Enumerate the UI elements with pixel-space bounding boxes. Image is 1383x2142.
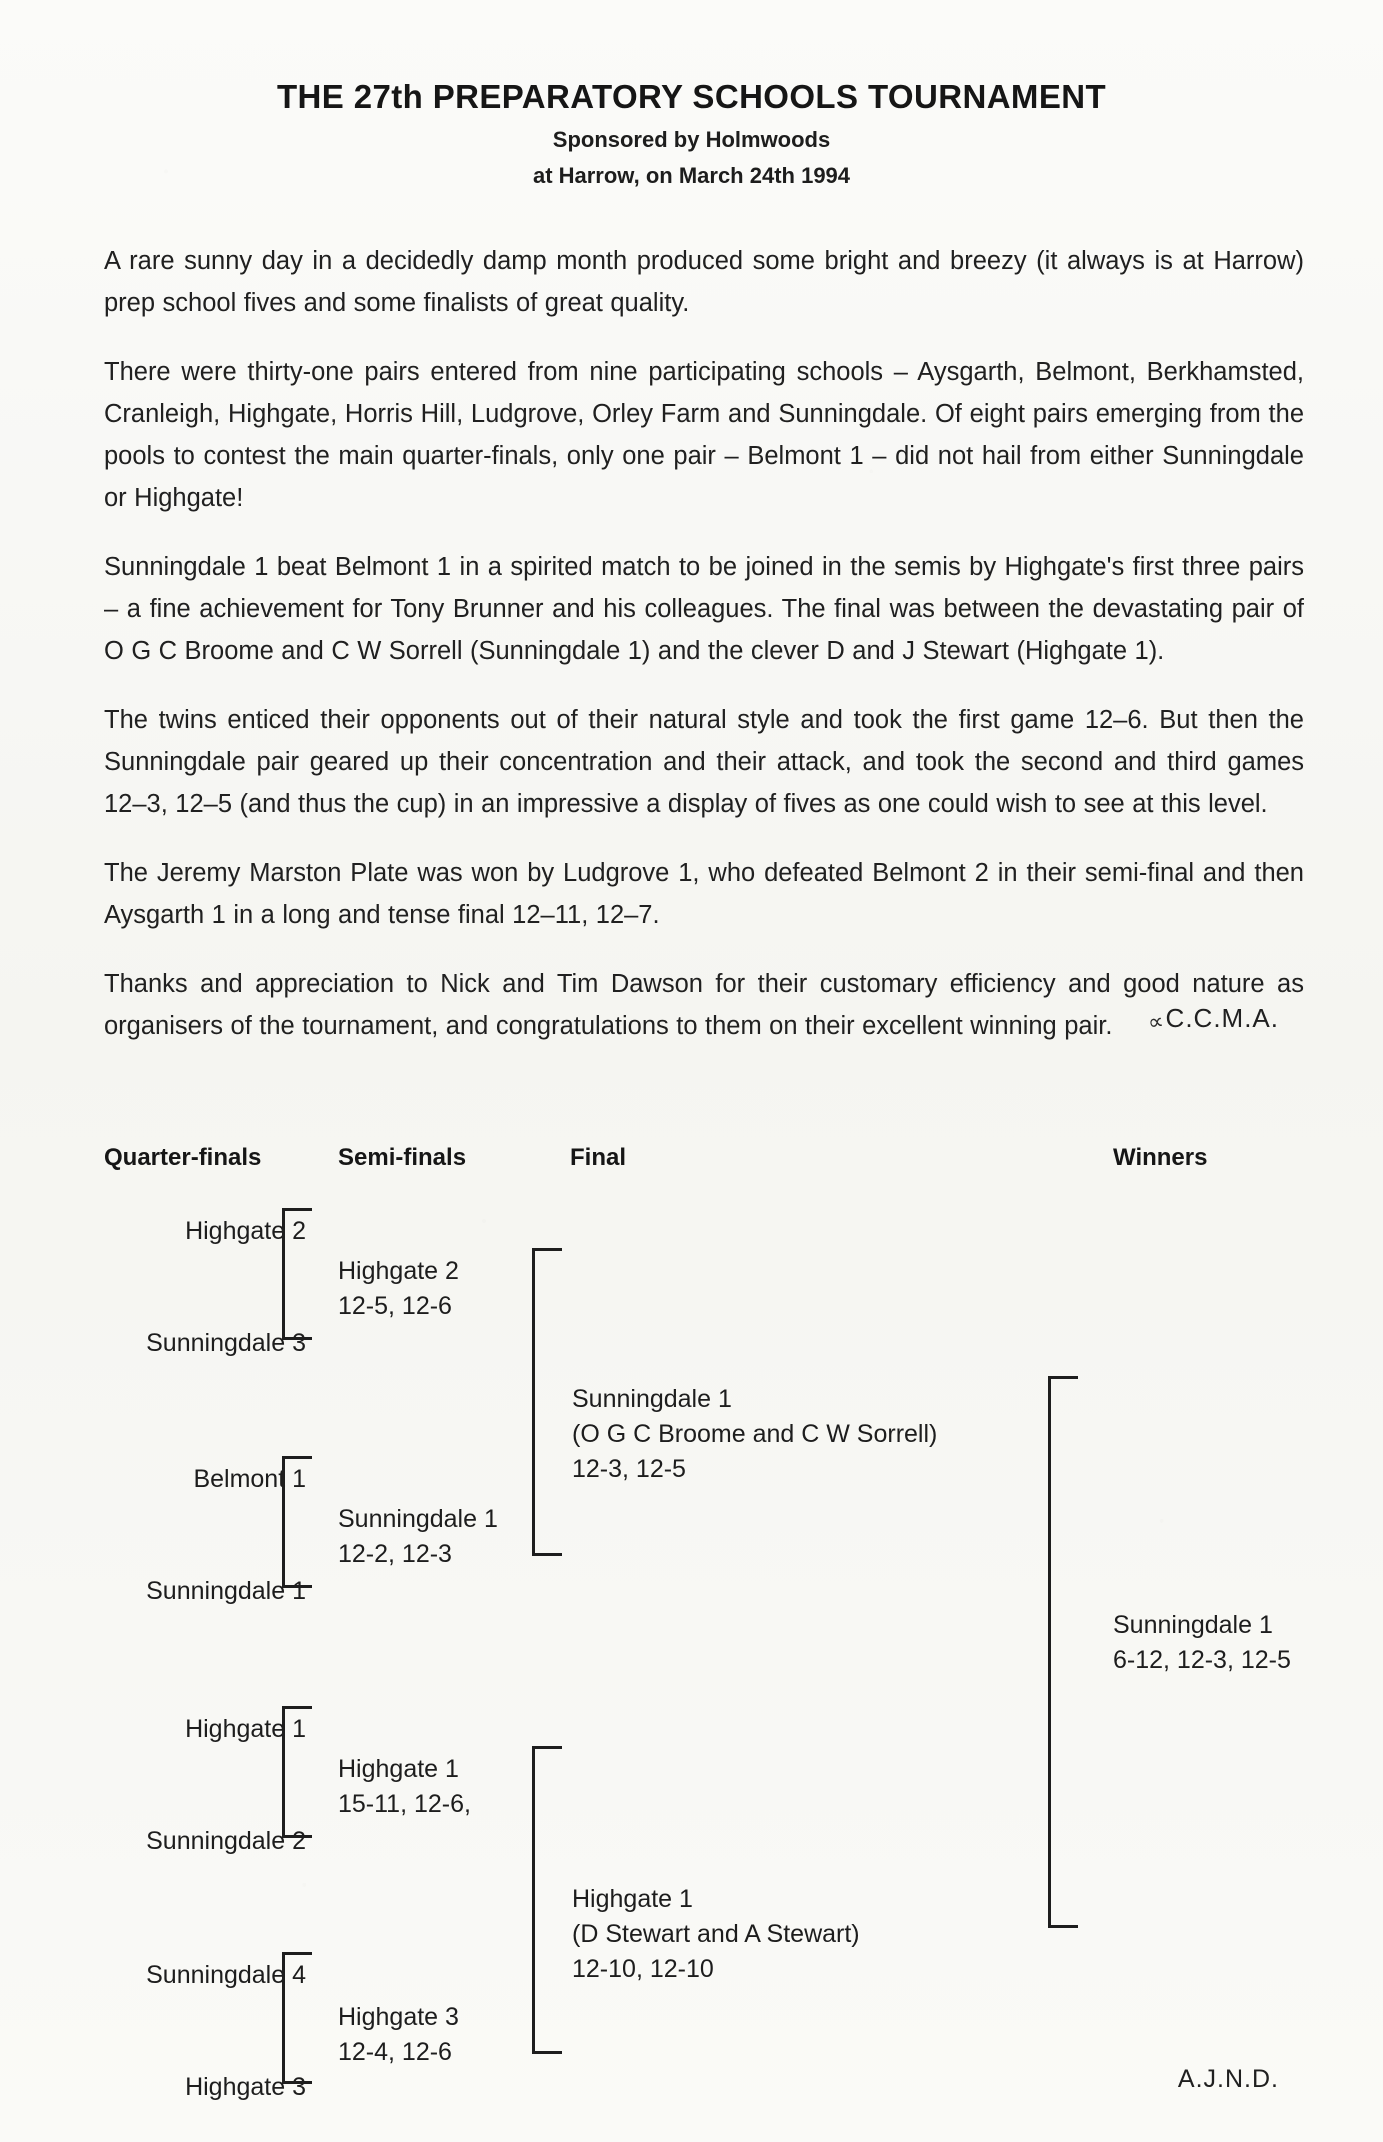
final-entry-1-players: (O G C Broome and C W Sorrell) <box>572 1420 938 1448</box>
author-initials: C.C.M.A. <box>1165 1003 1279 1033</box>
final-entry-1-score: 12-3, 12-5 <box>572 1455 686 1483</box>
qf-entrant-7: Sunningdale 4 <box>146 1961 306 1989</box>
bracket-connector-qf1 <box>282 1208 312 1340</box>
bracket-connector-final <box>1048 1376 1078 1928</box>
final-entry-2-team: Highgate 1 <box>572 1885 693 1913</box>
winner-score: 6-12, 12-3, 12-5 <box>1113 1646 1291 1674</box>
paragraph-1: A rare sunny day in a decidedly damp month produced some bright and breezy (it always is at Harrow) prep school fives and some finalists of great quality. <box>104 247 1304 317</box>
sf-winner-4-team: Highgate 3 <box>338 2003 459 2031</box>
sf-winner-2-score: 12-2, 12-3 <box>338 1540 452 1568</box>
page-title: THE 27th PREPARATORY SCHOOLS TOURNAMENT <box>276 78 1107 115</box>
round-label-semi-finals: Semi-finals <box>338 1144 467 1171</box>
bracket-connector-sf2 <box>532 1746 562 2054</box>
qf-entrant-6: Sunningdale 2 <box>146 1827 306 1855</box>
final-entry-2-players: (D Stewart and A Stewart) <box>572 1920 860 1948</box>
sf-winner-1 <box>338 1254 459 1324</box>
qf-entrant-3: Belmont 1 <box>193 1465 306 1493</box>
sf-winner-1-team: Highgate 2 <box>338 1257 459 1285</box>
final-entry-2-score: 12-10, 12-10 <box>572 1955 714 1983</box>
paragraph-3: Sunningdale 1 beat Belmont 1 in a spirited match to be joined in the semis by Highgate's first three pairs – a fine achievement for Tony Brunner and his colleagues. The final was between the devastating pair of O G C Broome and C W Sorrell (Sunningdale 1) and the clever D and J Stewart (Highgate 1). <box>104 553 1304 665</box>
sf-winner-2-team: Sunningdale 1 <box>338 1505 498 1533</box>
winner-team: Sunningdale 1 <box>1113 1611 1273 1639</box>
paragraph-6: Thanks and appreciation to Nick and Tim Dawson for their customary efficiency and good nature as organisers of the tournament, and congratulations to them on their excellent winning pair. <box>104 970 1304 1040</box>
final-entry-1 <box>572 1382 937 1487</box>
round-label-winners: Winners <box>1113 1144 1208 1171</box>
author-signature <box>1148 1003 1279 1034</box>
qf-entrant-8: Highgate 3 <box>185 2073 306 2101</box>
qf-entrant-5: Highgate 1 <box>185 1715 306 1743</box>
sf-winner-3 <box>338 1752 471 1822</box>
paragraph-4: The twins enticed their opponents out of their natural style and took the first game 12–6. But then the Sunningdale pair geared up their concentration and their attack, and took the second and third games 12–3, 12–5 (and thus the cup) in an impressive a display of fives as one could wish to see at this level. <box>104 706 1304 818</box>
sf-winner-4-score: 12-4, 12-6 <box>338 2038 452 2066</box>
bracket-connector-sf1 <box>532 1248 562 1556</box>
sf-winner-3-score: 15-11, 12-6, <box>338 1790 471 1818</box>
paragraph-2: There were thirty-one pairs entered from nine participating schools – Aysgarth, Belmont, Berkhamsted, Cranleigh, Highgate, Horris Hill, Ludgrove, Orley Farm and Sunningdale. Of eight pairs emerging from the pools to contest the main quarter-finals, only one pair – Belmont 1 – did not hail from either Sunningdale or Highgate! <box>104 358 1304 512</box>
bracket-connector-qf3 <box>282 1706 312 1838</box>
qf-entrant-2: Sunningdale 3 <box>146 1329 306 1357</box>
final-entry-2 <box>572 1882 860 1987</box>
tournament-bracket <box>0 1120 1383 2142</box>
bracket-connector-qf2 <box>282 1456 312 1588</box>
sf-winner-1-score: 12-5, 12-6 <box>338 1292 452 1320</box>
article-body <box>104 240 1304 1047</box>
venue-date-line: at Harrow, on March 24th 1994 <box>532 163 851 188</box>
round-label-quarter-finals: Quarter-finals <box>104 1144 262 1171</box>
sf-winner-2 <box>338 1502 498 1572</box>
paragraph-5: The Jeremy Marston Plate was won by Ludgrove 1, who defeated Belmont 2 in their semi-final and then Aysgarth 1 in a long and tense final 12–11, 12–7. <box>104 859 1304 929</box>
bracket-connector-qf4 <box>282 1952 312 2084</box>
sf-winner-3-team: Highgate 1 <box>338 1755 459 1783</box>
sponsor-line: Sponsored by Holmwoods <box>552 127 831 152</box>
qf-entrant-4: Sunningdale 1 <box>146 1577 306 1605</box>
round-label-final: Final <box>570 1144 627 1171</box>
flourish-icon: ∝ <box>1146 1007 1167 1036</box>
compiler-initials: A.J.N.D. <box>1177 2065 1279 2093</box>
sf-winner-4 <box>338 2000 459 2070</box>
tournament-winner <box>1113 1608 1291 1678</box>
final-entry-1-team: Sunningdale 1 <box>572 1385 732 1413</box>
qf-entrant-1: Highgate 2 <box>185 1217 306 1245</box>
